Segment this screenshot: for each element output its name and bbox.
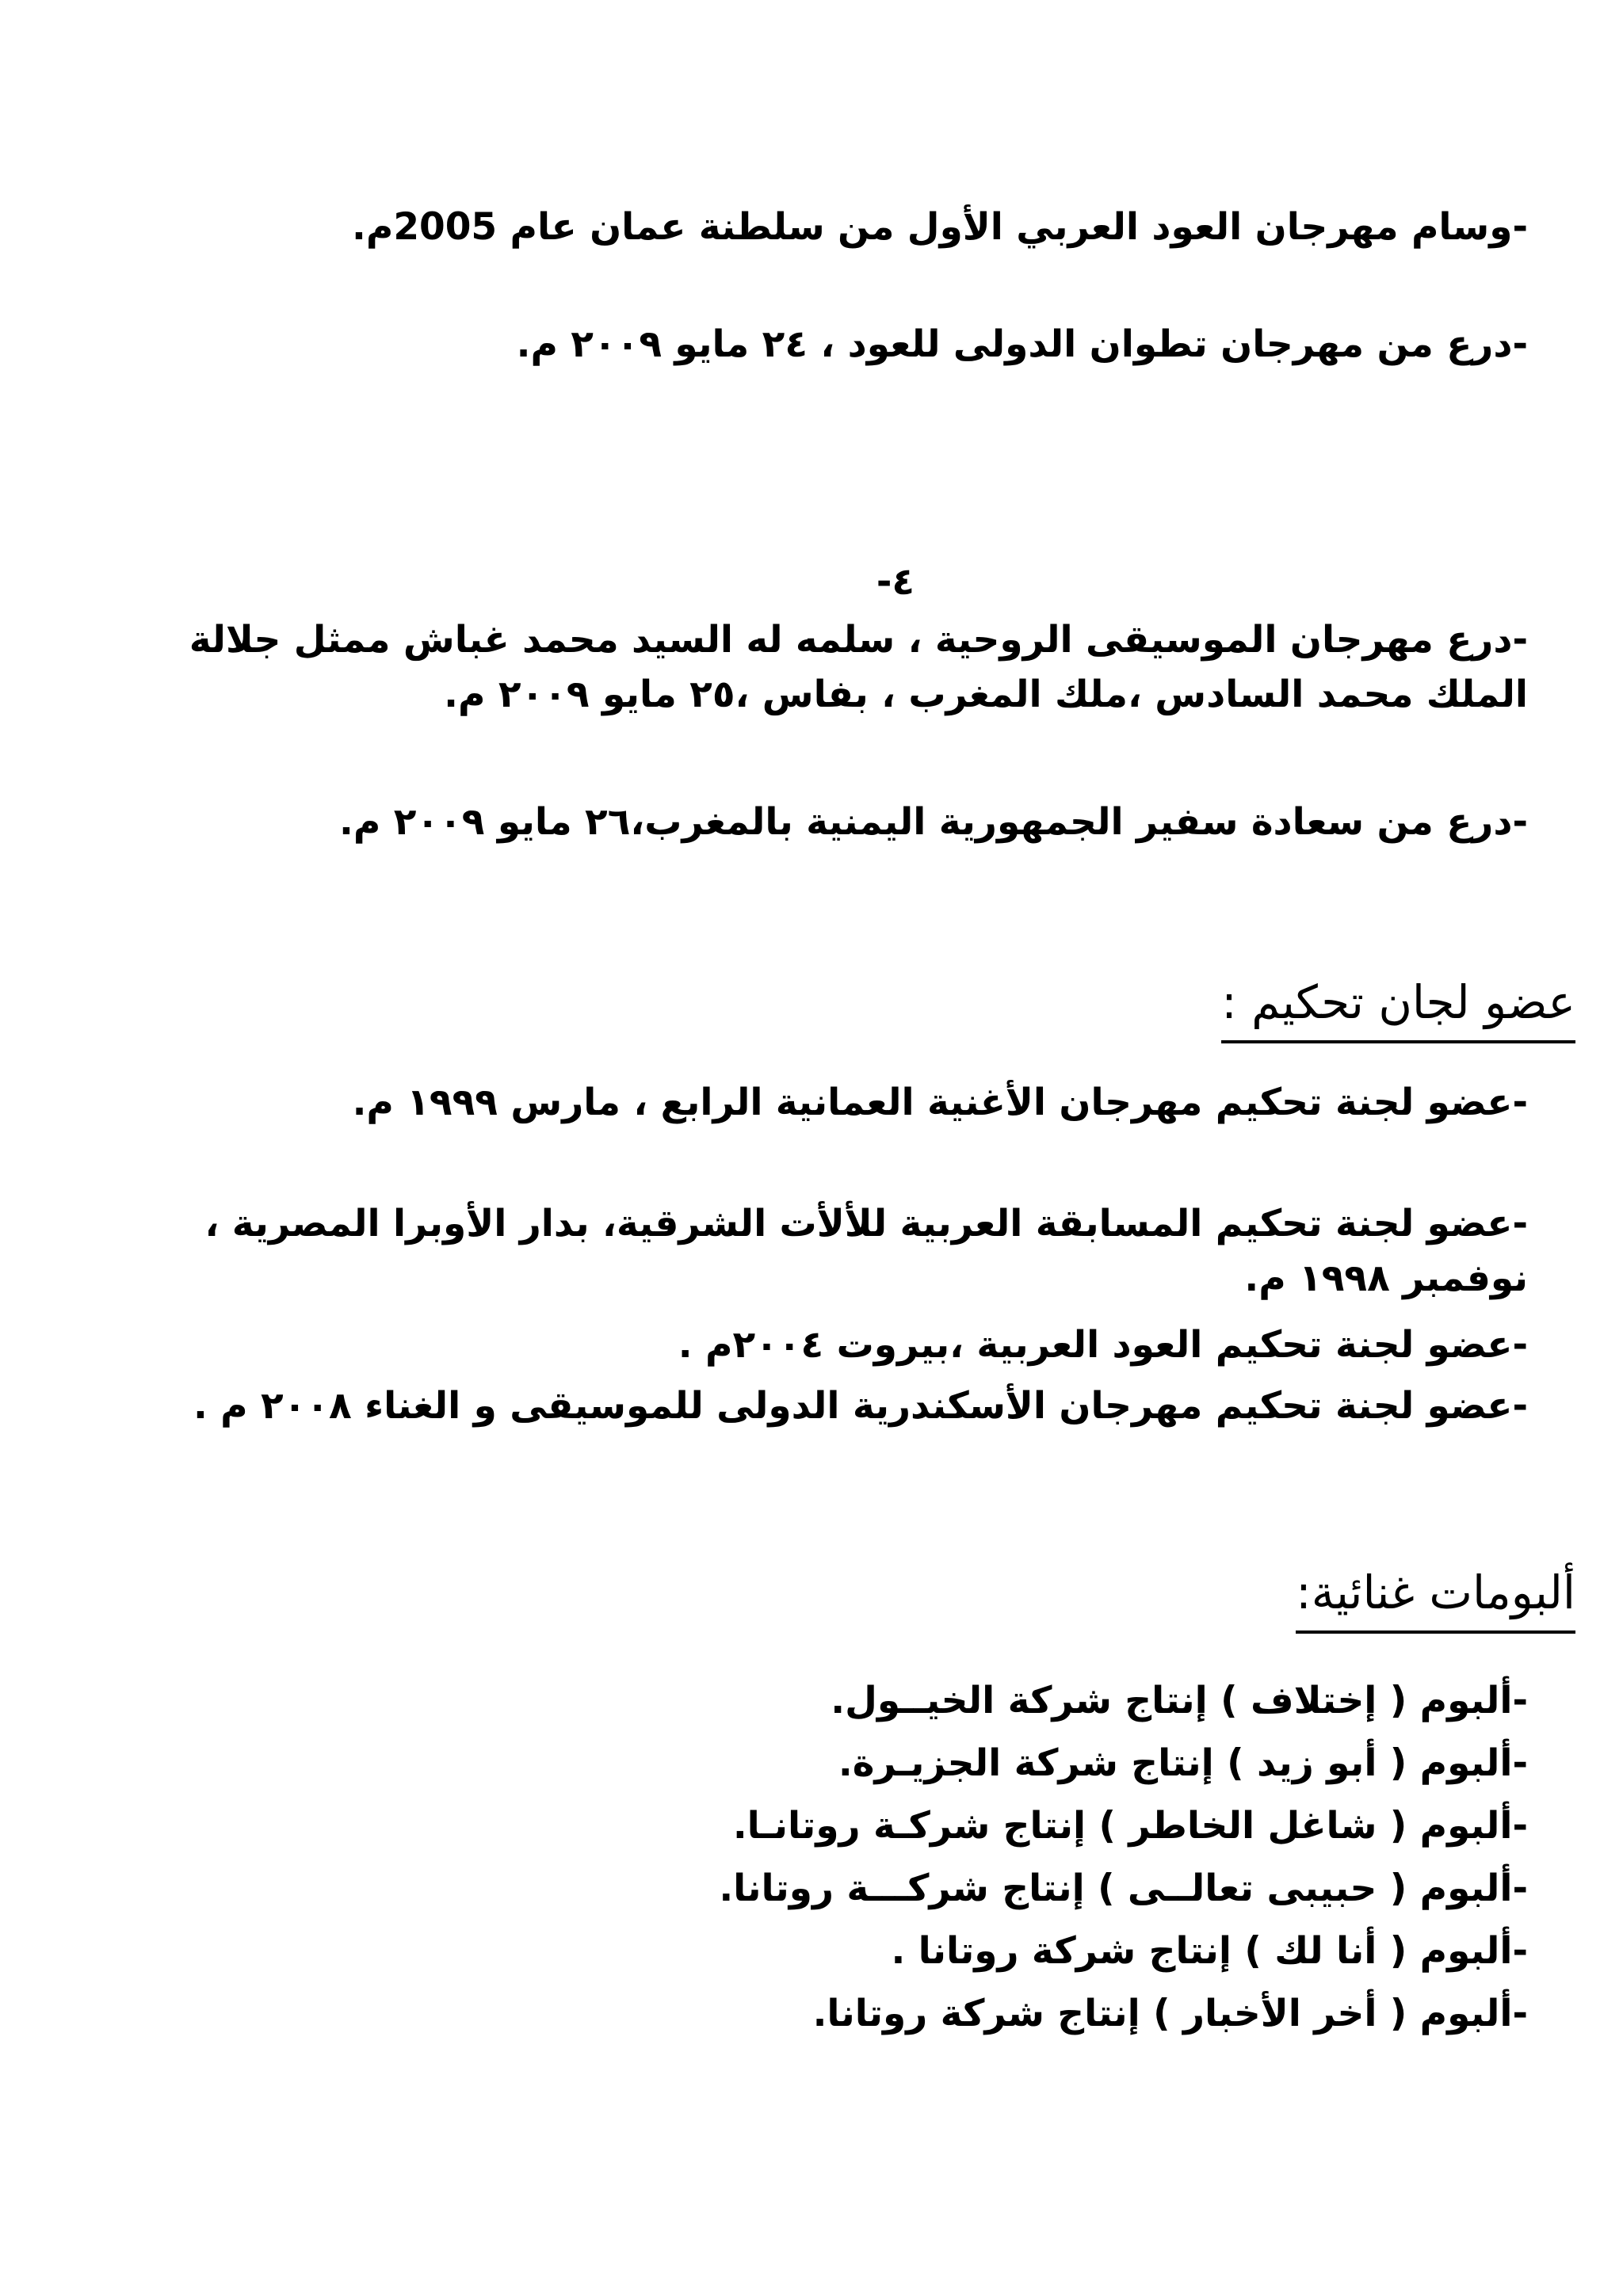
award-yemen-ambassador: -درع من سعادة سفير الجمهورية اليمنية بالمغرب،٢٦ مايو ٢٠٠٩ م. — [339, 800, 1528, 844]
album-item: -ألبوم ( أنا لك ) إنتاج شركة روتانا . — [891, 1929, 1528, 1973]
album-item: -ألبوم ( إختلاف ) إنتاج شركة الخيــول. — [831, 1679, 1528, 1722]
album-item: -ألبوم ( أخر الأخبار ) إنتاج شركة روتانا. — [812, 1992, 1528, 2035]
albums-heading: ألبومات غنائية: — [1296, 1559, 1575, 1634]
jury-item: -عضو لجنة تحكيم المسابقة العربية للألأت الشرقية، بدار الأوبرا المصرية ، نوفمبر ١٩٩٨ م. — [204, 1202, 1528, 1300]
award-tetouan-festival: -درع من مهرجان تطوان الدولى للعود ، ٢٤ مايو ٢٠٠٩ م. — [516, 322, 1528, 366]
album-item: -ألبوم ( شاغل الخاطر ) إنتاج شركـة روتانـا. — [732, 1804, 1528, 1848]
jury-item: -عضو لجنة تحكيم مهرجان الأسكندرية الدولى للموسيقى و الغناء ٢٠٠٨ م . — [193, 1384, 1528, 1428]
album-item: -ألبوم ( حبيبى تعالــى ) إنتاج شركـــة روتانا. — [719, 1867, 1528, 1910]
page-number: ٤- — [876, 560, 915, 604]
album-item: -ألبوم ( أبو زيد ) إنتاج شركة الجزيـرة. — [838, 1741, 1528, 1785]
jury-item: -عضو لجنة تحكيم العود العربية ،بيروت ٢٠٠٤م . — [678, 1323, 1528, 1367]
award-oman-oud-festival: -وسام مهرجان العود العربي الأول من سلطنة عمان عام 2005م. — [352, 205, 1528, 249]
juries-heading: عضو لجان تحكيم : — [1221, 969, 1575, 1043]
jury-item: -عضو لجنة تحكيم مهرجان الأغنية العمانية الرابع ، مارس ١٩٩٩ م. — [352, 1081, 1528, 1124]
award-sacred-music-festival: -درع مهرجان الموسيقى الروحية ، سلمه له السيد محمد غباش ممثل جلالة الملك محمد السادس ،ملك المغرب ، بفاس ،٢٥ مايو ٢٠٠٩ م. — [189, 618, 1528, 716]
